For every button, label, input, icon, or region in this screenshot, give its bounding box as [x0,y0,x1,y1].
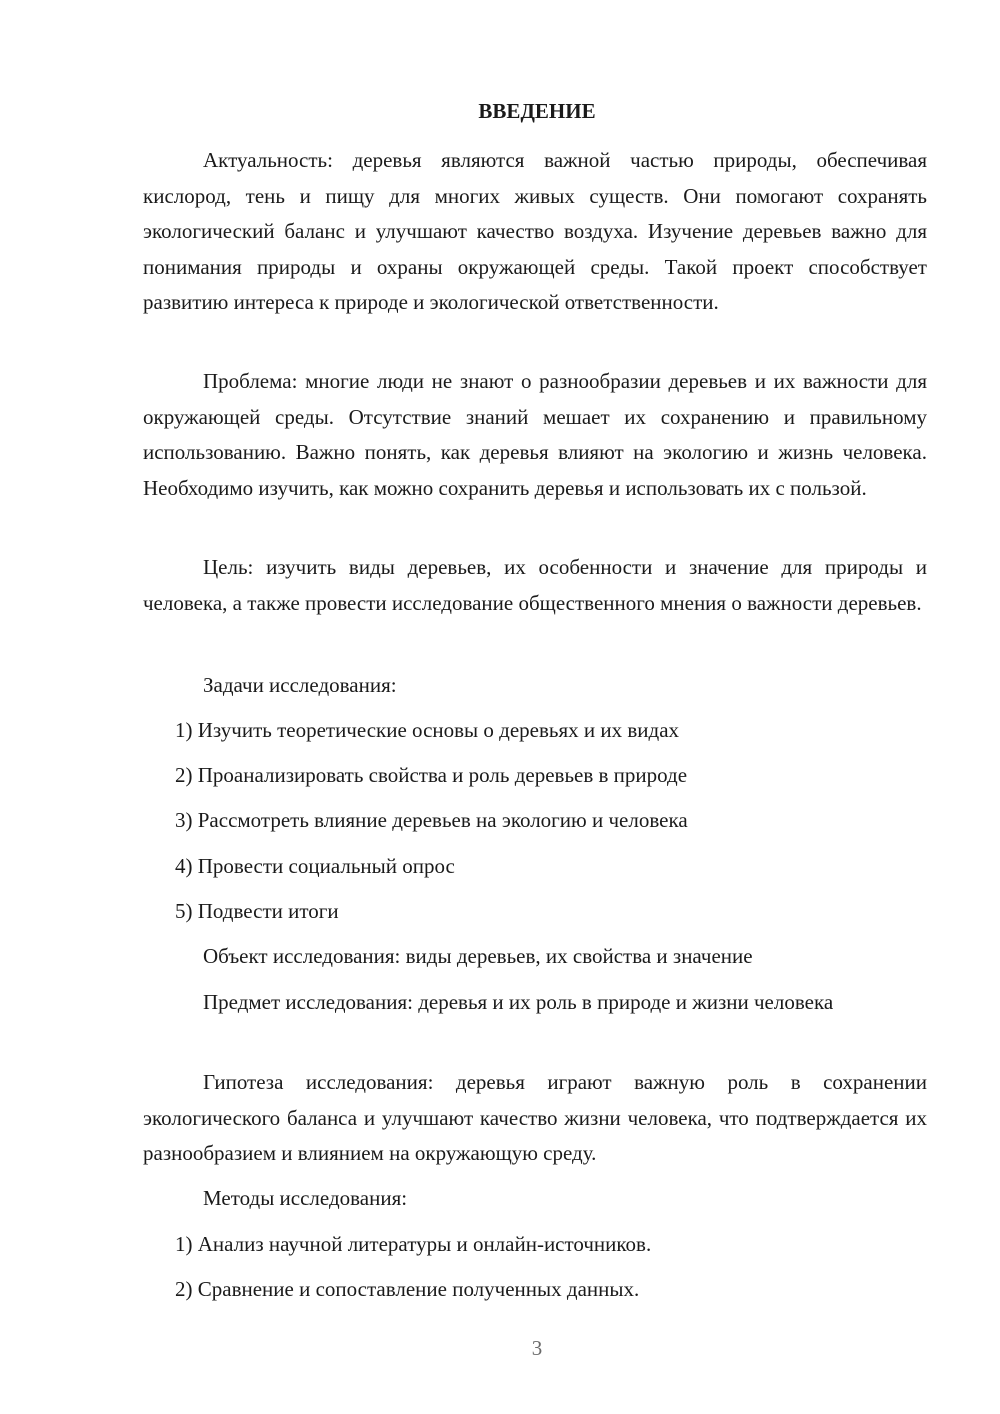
method-item-2: 2) Сравнение и сопоставление полученных данных. [175,1277,640,1301]
task-item-5: 5) Подвести итоги [175,899,339,923]
method-item-1: 1) Анализ научной литературы и онлайн-источников. [175,1232,652,1256]
task-item-4: 4) Провести социальный опрос [175,854,455,878]
task-item-1: 1) Изучить теоретические основы о деревьях и их видах [175,718,680,742]
tasks-heading: Задачи исследования: [203,673,397,697]
hypothesis-paragraph: Гипотеза исследования: деревья играют важную роль в сохранении экологического баланса и улучшают качество жизни человека, что подтверждается их разнообразием и влиянием на окружающую среду. [143,1070,927,1165]
goal-paragraph: Цель: изучить виды деревьев, их особенности и значение для природы и человека, а также провести исследование общественного мнения о важности деревьев. [143,555,927,615]
object-line: Объект исследования: виды деревьев, их свойства и значение [203,944,753,968]
page-number: 3 [531,1336,543,1360]
task-item-2: 2) Проанализировать свойства и роль деревьев в природе [175,763,688,787]
problem-paragraph: Проблема: многие люди не знают о разнообразии деревьев и их важности для окружающей среды. Отсутствие знаний мешает их сохранению и правильному использованию. Важно понять, как деревья влияют на экологию и жизнь человека. Необходимо изучить, как можно сохранить деревья и использовать их с пользой. [143,369,927,500]
section-title: ВВЕДЕНИЕ [478,99,596,123]
subject-paragraph: Предмет исследования: деревья и их роль в природе и жизни человека [203,990,834,1014]
task-item-3: 3) Рассмотреть влияние деревьев на экологию и человека [175,808,688,832]
methods-heading: Методы исследования: [203,1186,408,1210]
document-page [143,0,927,1414]
relevance-paragraph: Актуальность: деревья являются важной частью природы, обеспечивая кислород, тень и пищу для многих живых существ. Они помогают сохранять экологический баланс и улучшают качество воздуха. Изучение деревьев важно для понимания природы и охраны окружающей среды. Такой проект способствует развитию интереса к природе и экологической ответственности. [143,148,927,314]
